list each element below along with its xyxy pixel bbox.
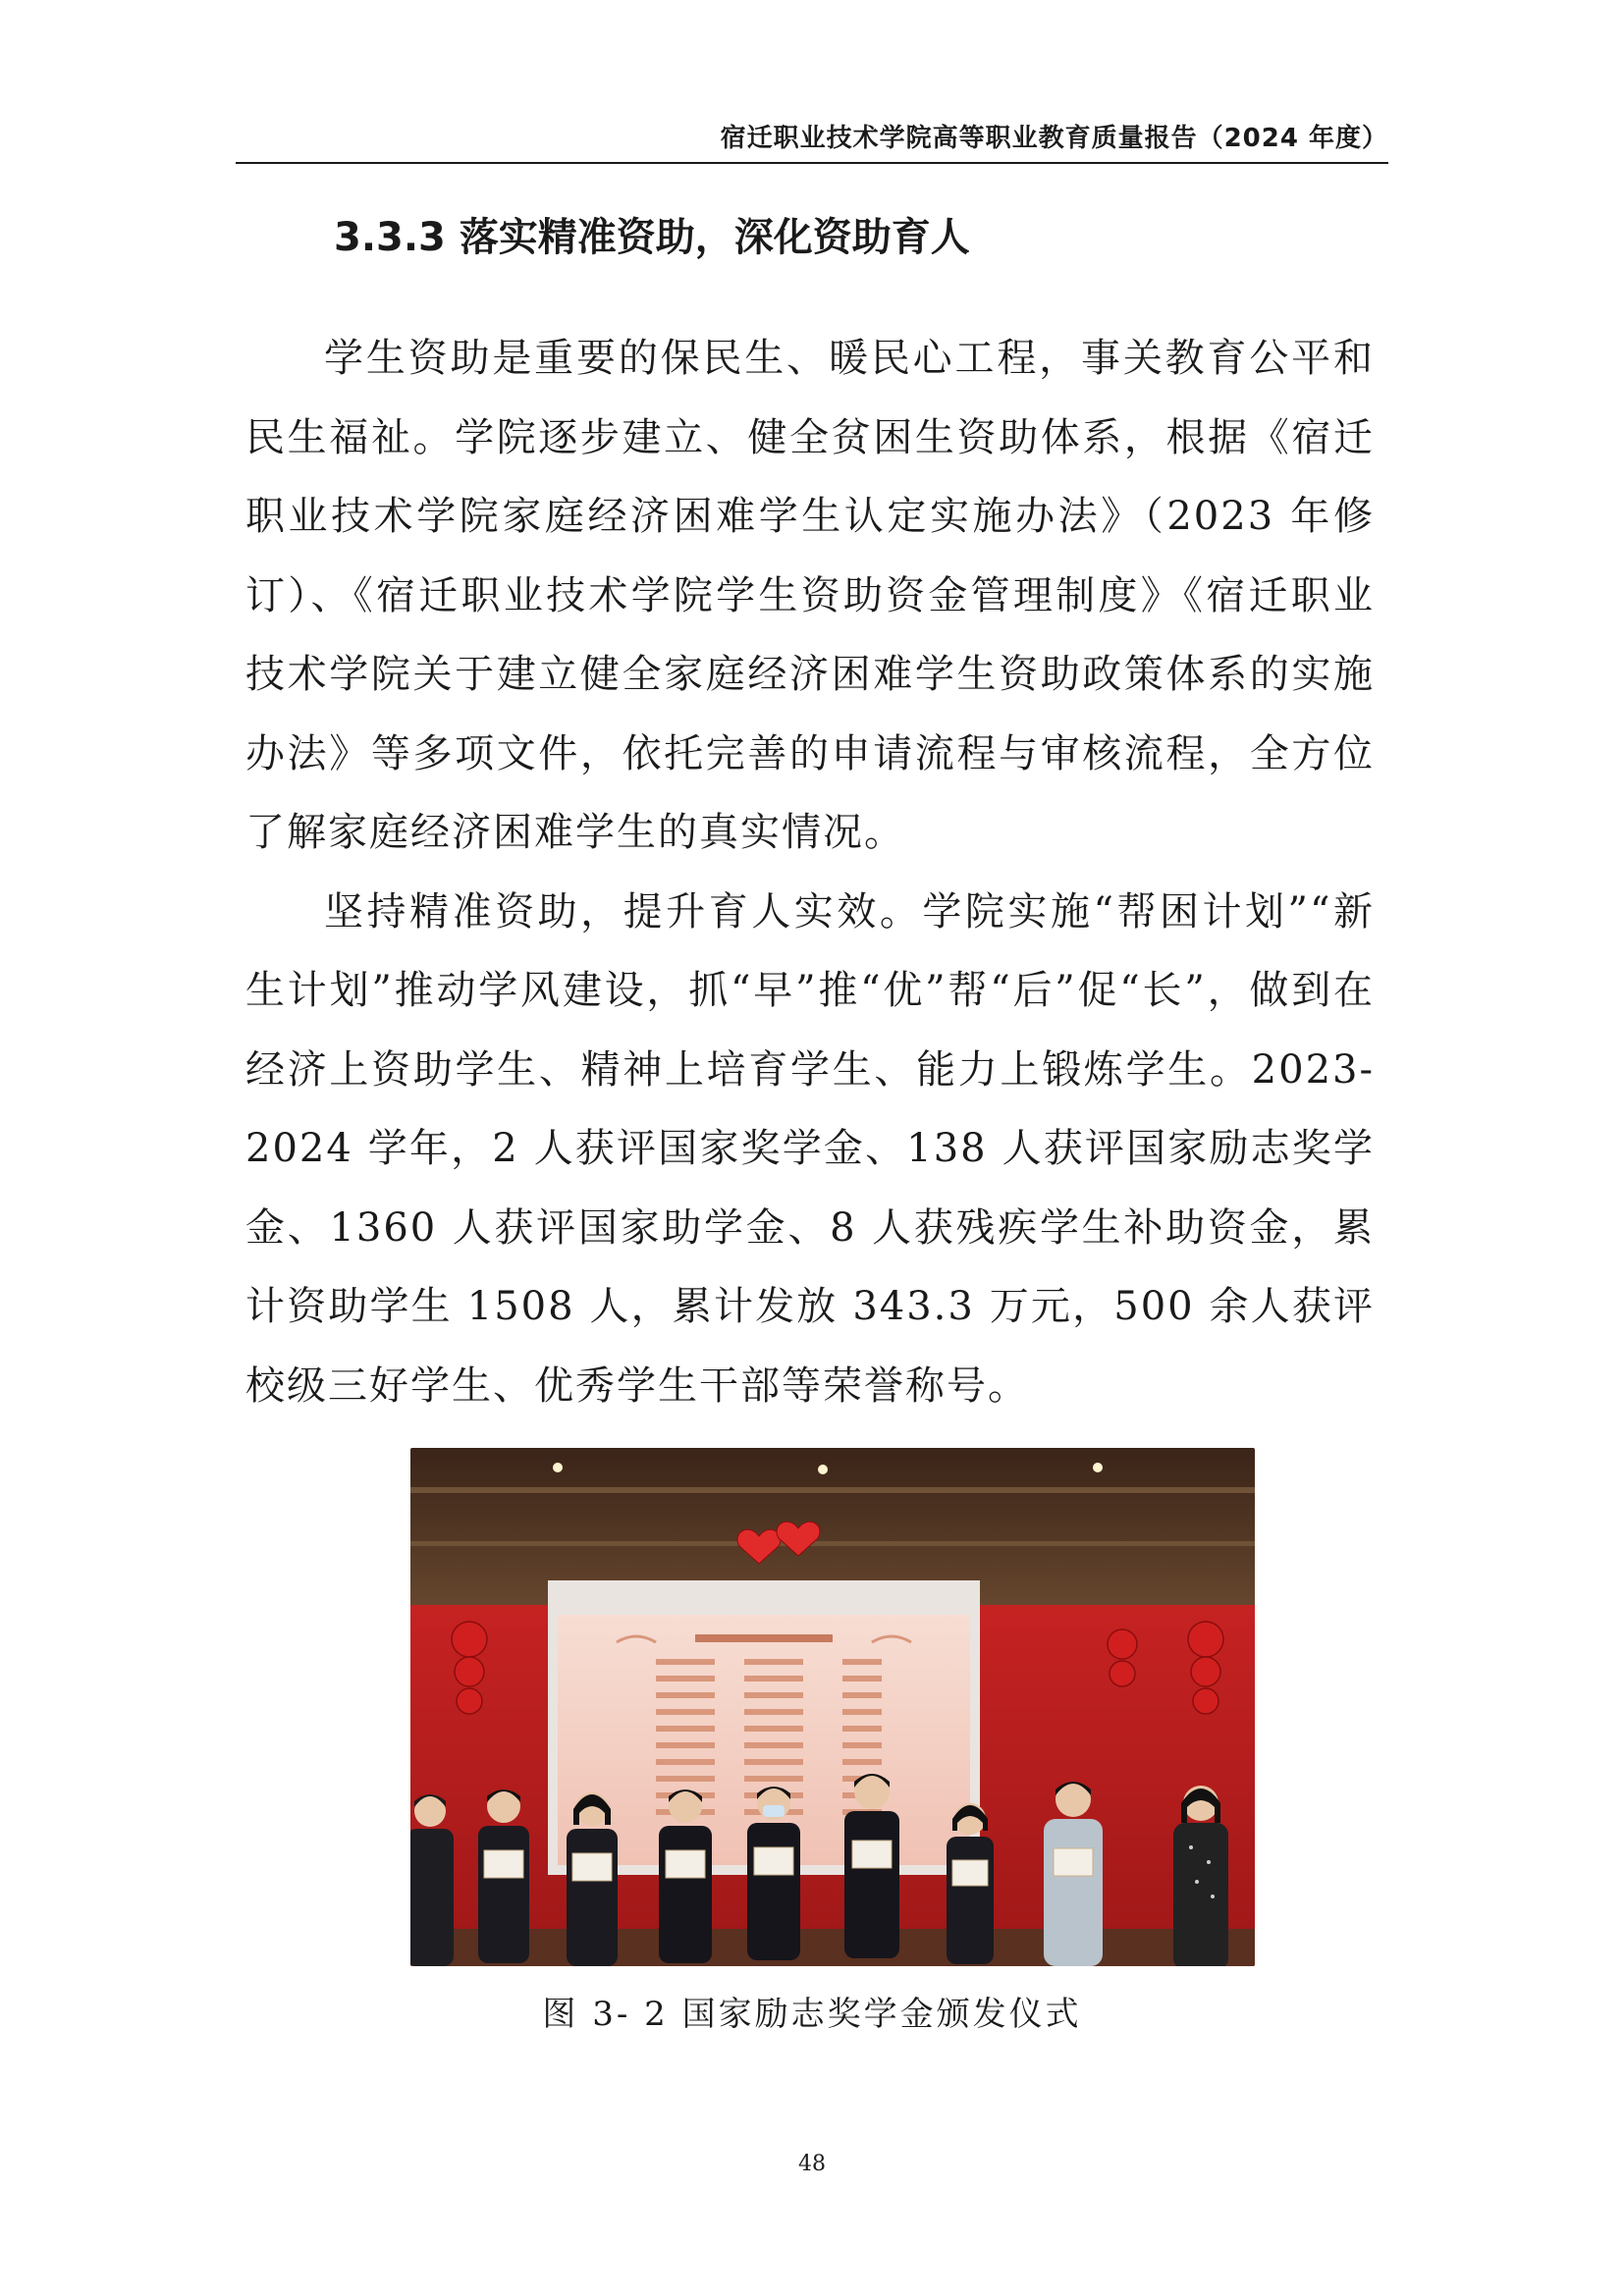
header-rule (236, 162, 1388, 164)
ceremony-photo (410, 1448, 1255, 1966)
section-heading: 3.3.3 落实精准资助，深化资助育人 (334, 215, 970, 260)
paragraph-2: 坚持精准资助，提升育人实效。学院实施“帮困计划”“新生计划”推动学风建设，抓“早”推“优”帮“后”促“长”，做到在经济上资助学生、精神上培育学生、能力上锻炼学生。2023-2024 学年，2 人获评国家奖学金、138 人获评国家励志奖学金、1360 人获评国家助学金、8 人获残疾学生补助资金，累计资助学生 1508 人，累计发放 343.3 万元，500 余人获评校级三好学生、优秀学生干部等荣誉称号。 (245, 888, 1375, 1409)
page-number: 48 (798, 2152, 826, 2176)
paragraph-1: 学生资助是重要的保民生、暖民心工程，事关教育公平和民生福祉。学院逐步建立、健全贫困生资助体系，根据《宿迁职业技术学院家庭经济困难学生认定实施办法》（2023 年修订）、《宿迁职业技术学院学生资助资金管理制度》《宿迁职业技术学院关于建立健全家庭经济困难学生资助政策体系的实施办法》等多项文件，依托完善的申请流程与审核流程，全方位了解家庭经济困难学生的真实情况。 (245, 336, 1375, 855)
figure-caption: 图 3- 2 国家励志奖学金颁发仪式 (542, 1995, 1082, 2034)
running-header: 宿迁职业技术学院高等职业教育质量报告（2024 年度） (720, 124, 1388, 153)
body-text (245, 319, 1375, 1425)
